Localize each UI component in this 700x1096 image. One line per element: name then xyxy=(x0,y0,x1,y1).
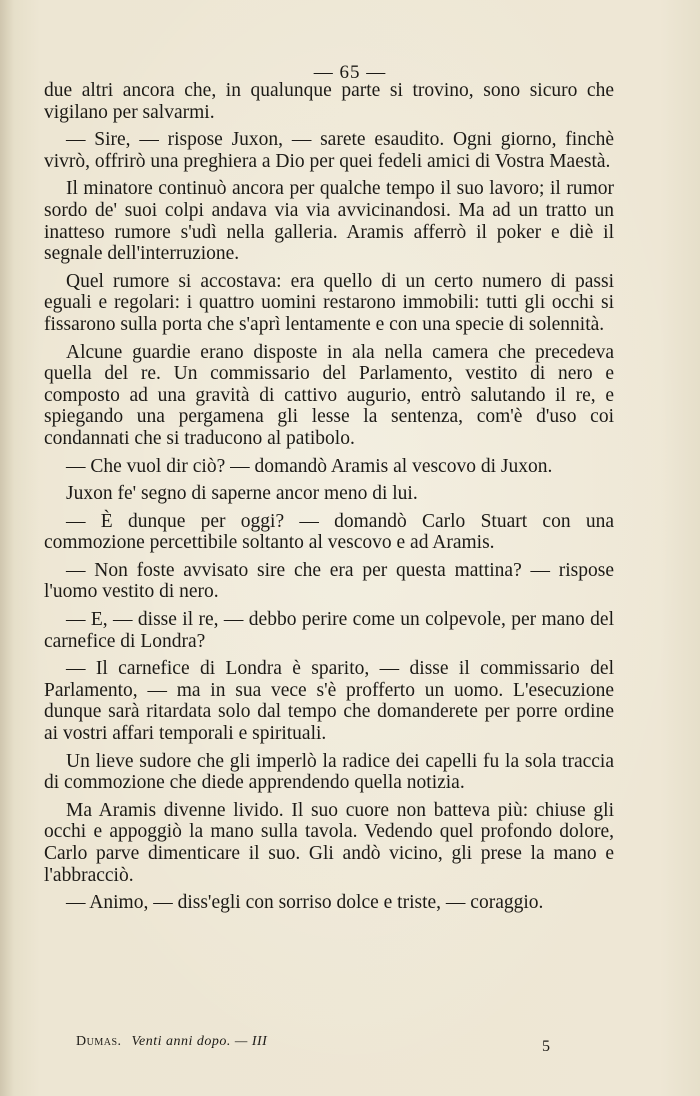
paragraph-3: Il minatore continuò ancora per qualche tempo il suo lavoro; il rumor sordo de' suoi colpi andava via via avvicinandosi. Ma ad un tratto un inatteso rumore s'udì nella galleria. Aramis afferrò il poker e diè il segnale dell'interruzione. xyxy=(44,178,614,265)
paragraph-9: — Non foste avvisato sire che era per questa mattina? — rispose l'uomo vestito di nero. xyxy=(44,559,614,603)
paragraph-10: — E, — disse il re, — debbo perire come un colpevole, per mano del carnefice di Londra? xyxy=(44,609,614,652)
paragraph-13: Ma Aramis divenne livido. Il suo cuore non batteva più: chiuse gli occhi e appoggiò la mano sulla tavola. Vedendo quel profondo dolore, Carlo parve dimenticare il suo. Gli andò vicino, gli prese la mano e l'abbracciò. xyxy=(44,799,614,886)
page-footer xyxy=(76,1034,576,1050)
signature-mark: 5 xyxy=(542,1038,550,1055)
paragraph-6: — Che vuol dir ciò? — domandò Aramis al vescovo di Juxon. xyxy=(66,455,553,477)
paragraph-5: Alcune guardie erano disposte in ala nella camera che precedeva quella del re. Un commissario del Parlamento, vestito di nero e composto ad una gravità di cattivo augurio, entrò salutando il re, e spiegando una pergamena gli lesse la sentenza, com'è d'uso coi condannati che si traducono al patibolo. xyxy=(44,341,614,449)
paragraph-2: — Sire, — rispose Juxon, — sarete esaudito. Ogni giorno, finchè vivrò, offrirò una preghiera a Dio per quei fedeli amici di Vostra Maestà. xyxy=(44,129,614,172)
page-number: — 65 — xyxy=(313,62,387,83)
paragraph-8: — È dunque per oggi? — domandò Carlo Stuart con una commozione percettibile soltanto al vescovo e ad Aramis. xyxy=(44,510,614,554)
paragraph-1: due altri ancora che, in qualunque parte si trovino, sono sicuro che vigilano per salvarmi. xyxy=(44,80,614,123)
paragraph-7: Juxon fe' segno di saperne ancor meno di lui. xyxy=(66,483,418,505)
page-body xyxy=(44,80,614,920)
paragraph-12: Un lieve sudore che gli imperlò la radice dei capelli fu la sola traccia di commozione che diede apprendendo quella notizia. xyxy=(44,750,614,794)
paragraph-4: Quel rumore si accostava: era quello di un certo numero di passi eguali e regolari: i quattro uomini restarono immobili: tutti gli occhi si fissarono sulla porta che s'aprì lentamente e con una specie di solennità. xyxy=(44,270,614,335)
footer-author: Dumas. xyxy=(76,1034,122,1049)
footer-title: Venti anni dopo. — III xyxy=(131,1034,268,1049)
paragraph-14: — Animo, — diss'egli con sorriso dolce e triste, — coraggio. xyxy=(66,892,544,914)
paragraph-11: — Il carnefice di Londra è sparito, — disse il commissario del Parlamento, — ma in sua vece s'è profferto un uomo. L'esecuzione dunque sarà ritardata solo dal tempo che domanderete per porre ordine ai vostri affari temporali e spirituali. xyxy=(44,658,614,745)
